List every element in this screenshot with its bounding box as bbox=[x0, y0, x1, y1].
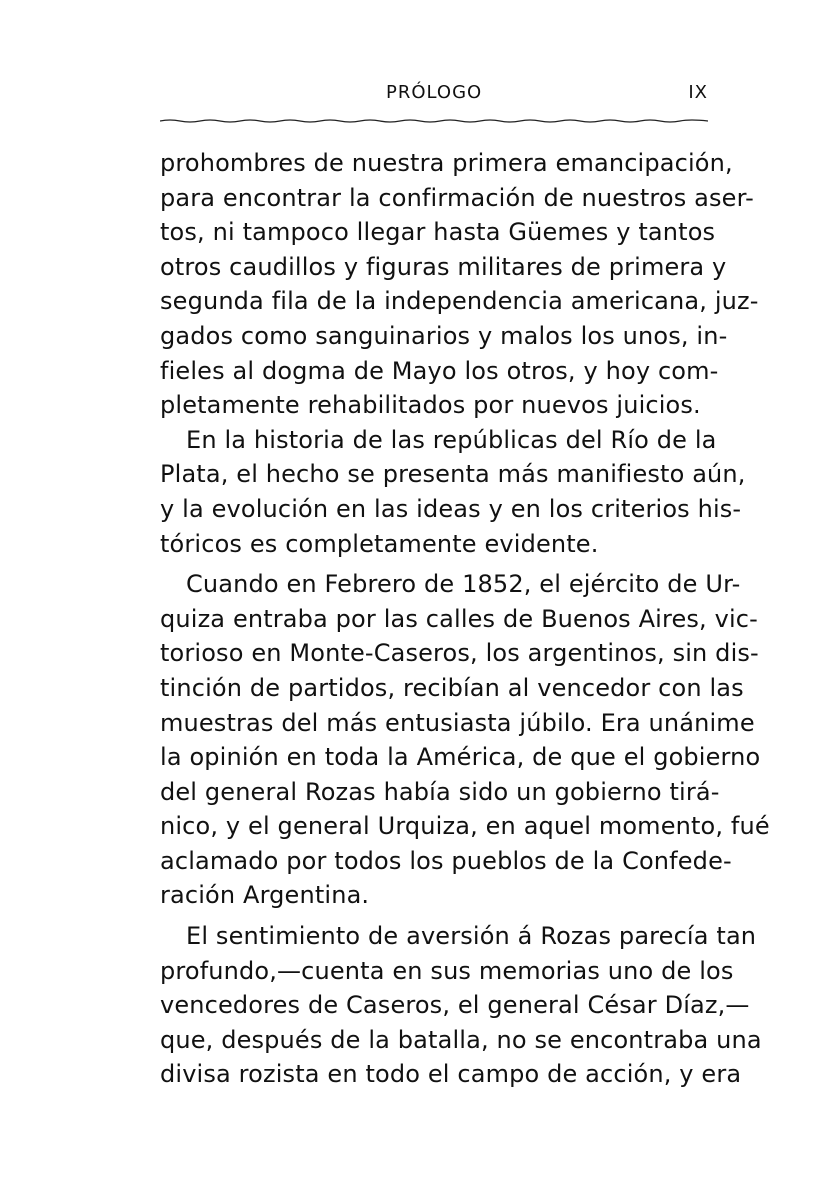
text-line: la opinión en toda la América, de que el gobierno bbox=[160, 743, 761, 772]
text-line: Plata, el hecho se presenta más manifiesto aún, bbox=[160, 460, 746, 489]
text-line: para encontrar la confirmación de nuestros aser- bbox=[160, 183, 754, 212]
body-text bbox=[160, 146, 770, 1092]
text-line: torioso en Monte-Caseros, los argentinos, sin dis- bbox=[160, 639, 759, 668]
text-line: segunda fila de la independencia americana, juz- bbox=[160, 287, 759, 316]
header-title: PRÓLOGO bbox=[386, 82, 483, 103]
text-line: otros caudillos y figuras militares de primera y bbox=[160, 252, 727, 281]
header-rule bbox=[160, 118, 708, 124]
text-line: Cuando en Febrero de 1852, el ejército de Ur- bbox=[186, 570, 741, 599]
text-line: y la evolución en las ideas y en los criterios his- bbox=[160, 494, 742, 523]
paragraph-4 bbox=[160, 919, 762, 1092]
text-line: divisa rozista en todo el campo de acción, y era bbox=[160, 1060, 742, 1089]
text-line: prohombres de nuestra primera emancipación, bbox=[160, 149, 733, 177]
running-header bbox=[160, 82, 708, 108]
paragraph-2 bbox=[160, 423, 746, 561]
text-line: tos, ni tampoco llegar hasta Güemes y tantos bbox=[160, 218, 716, 247]
text-line: profundo,—cuenta en sus memorias uno de los bbox=[160, 956, 734, 985]
text-line: pletamente rehabilitados por nuevos juicios. bbox=[160, 391, 701, 420]
text-line: que, después de la batalla, no se encontraba una bbox=[160, 1025, 762, 1054]
text-line: tóricos es completamente evidente. bbox=[160, 529, 599, 558]
text-line: quiza entraba por las calles de Buenos Aires, vic- bbox=[160, 604, 758, 633]
text-line: En la historia de las repúblicas del Río de la bbox=[186, 425, 717, 454]
text-line: El sentimiento de aversión á Rozas parecía tan bbox=[186, 922, 757, 951]
page-number: IX bbox=[688, 82, 708, 103]
text-line: aclamado por todos los pueblos de la Confede- bbox=[160, 846, 732, 875]
text-line: ración Argentina. bbox=[160, 881, 370, 910]
text-line: del general Rozas había sido un gobierno tirá- bbox=[160, 777, 720, 806]
text-line: vencedores de Caseros, el general César Díaz,— bbox=[160, 991, 750, 1020]
paragraph-1 bbox=[160, 146, 759, 423]
text-line: tinción de partidos, recibían al vencedor con las bbox=[160, 673, 744, 702]
text-line: fieles al dogma de Mayo los otros, y hoy com- bbox=[160, 356, 719, 385]
text-line: muestras del más entusiasta júbilo. Era unánime bbox=[160, 708, 755, 737]
text-line: nico, y el general Urquiza, en aquel momento, fué bbox=[160, 812, 770, 841]
paragraph-3 bbox=[160, 567, 770, 913]
text-line: gados como sanguinarios y malos los unos, in- bbox=[160, 321, 728, 350]
